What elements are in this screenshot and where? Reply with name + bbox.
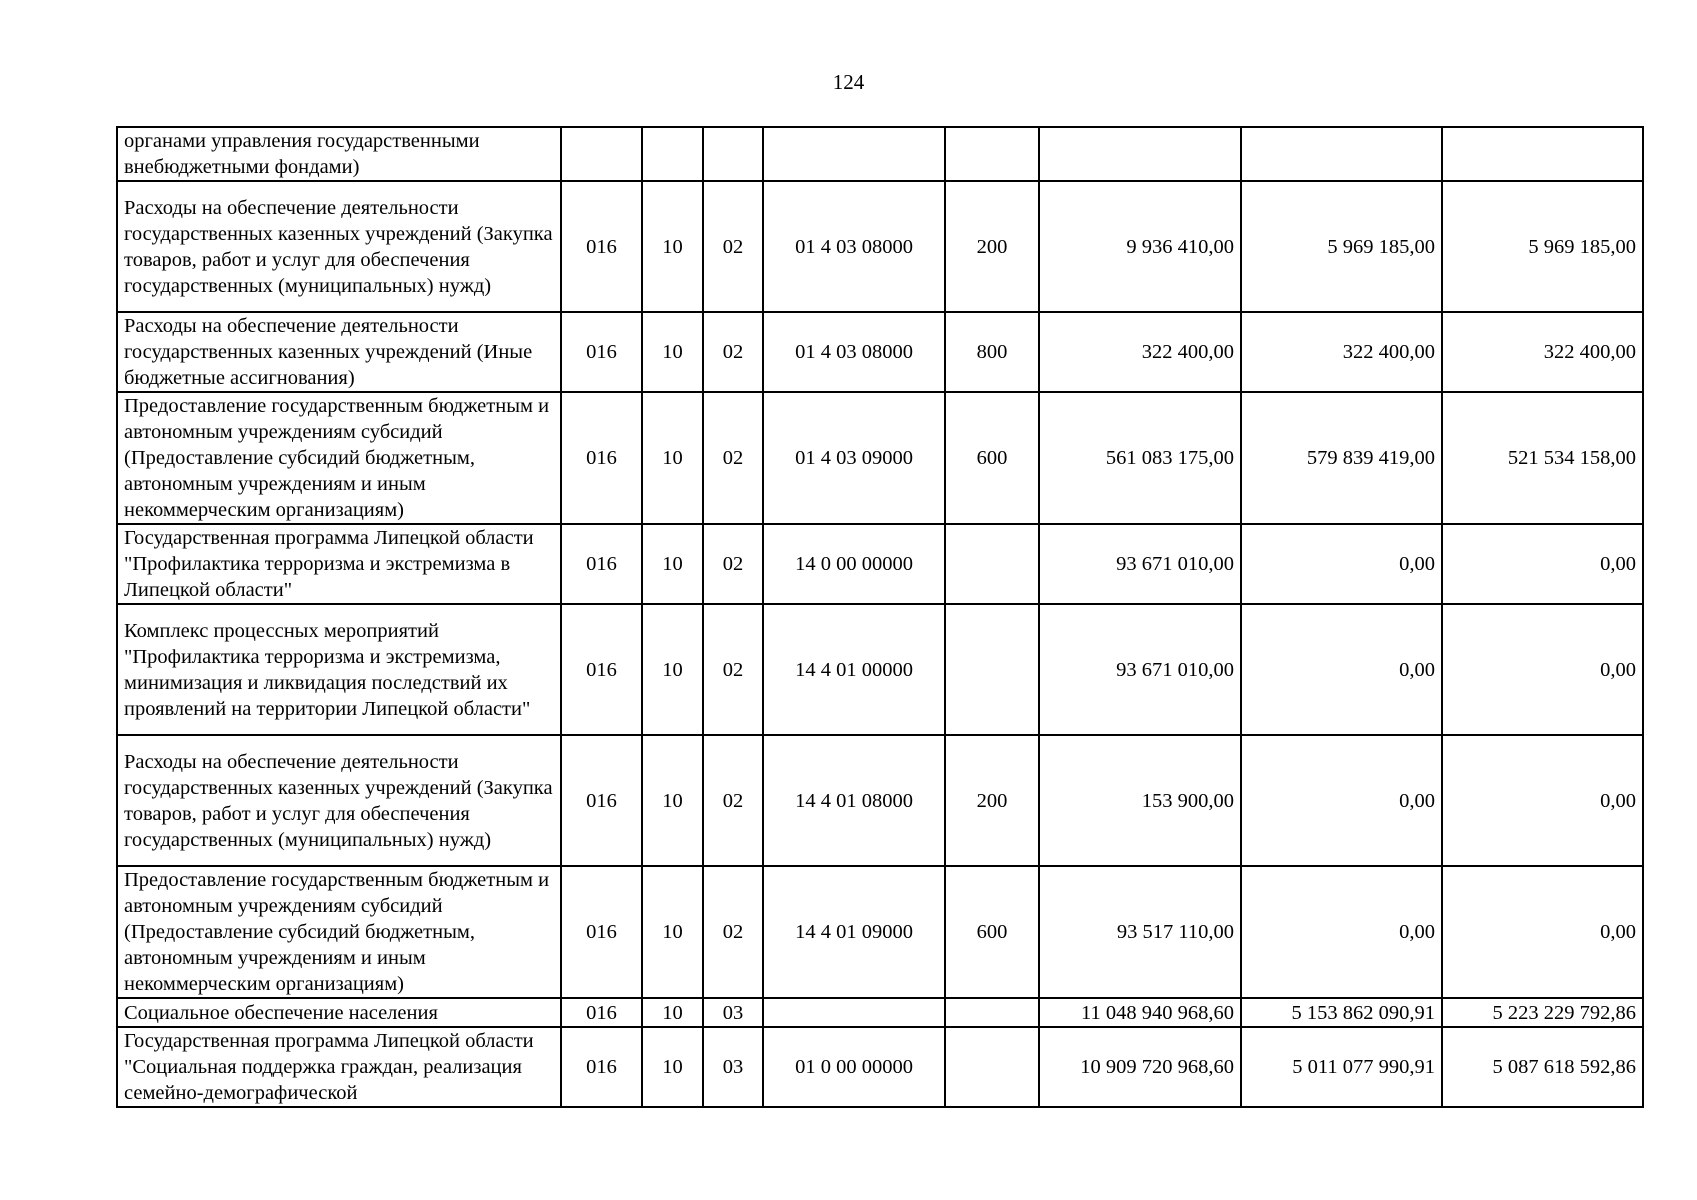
section-cell: 10 bbox=[642, 181, 703, 312]
sum-year1-cell bbox=[1039, 127, 1241, 181]
sum-year3-cell: 5 223 229 792,86 bbox=[1442, 998, 1643, 1027]
gov-code-cell bbox=[561, 127, 642, 181]
expense-type-cell bbox=[945, 604, 1039, 735]
sum-year2-cell: 5 969 185,00 bbox=[1241, 181, 1442, 312]
subsection-cell: 03 bbox=[703, 998, 763, 1027]
gov-code-cell: 016 bbox=[561, 392, 642, 524]
gov-code-cell: 016 bbox=[561, 524, 642, 604]
row-name-cell: Расходы на обеспечение деятельности государственных казенных учреждений (Иные бюджетные ассигнования) bbox=[117, 312, 561, 392]
row-name-cell: Государственная программа Липецкой области "Профилактика терроризма и экстремизма в Липецкой области" bbox=[117, 524, 561, 604]
section-cell: 10 bbox=[642, 604, 703, 735]
sum-year2-cell: 5 011 077 990,91 bbox=[1241, 1027, 1442, 1107]
expense-type-cell: 600 bbox=[945, 392, 1039, 524]
sum-year1-cell: 10 909 720 968,60 bbox=[1039, 1027, 1241, 1107]
section-cell bbox=[642, 127, 703, 181]
sum-year3-cell: 0,00 bbox=[1442, 866, 1643, 998]
table-row bbox=[117, 127, 1643, 181]
sum-year2-cell: 0,00 bbox=[1241, 604, 1442, 735]
subsection-cell bbox=[703, 127, 763, 181]
subsection-cell: 02 bbox=[703, 181, 763, 312]
row-name-cell: органами управления государственными внебюджетными фондами) bbox=[117, 127, 561, 181]
gov-code-cell: 016 bbox=[561, 866, 642, 998]
subsection-cell: 02 bbox=[703, 524, 763, 604]
sum-year3-cell: 5 087 618 592,86 bbox=[1442, 1027, 1643, 1107]
subsection-cell: 02 bbox=[703, 604, 763, 735]
sum-year1-cell: 322 400,00 bbox=[1039, 312, 1241, 392]
expense-type-cell: 200 bbox=[945, 735, 1039, 866]
expense-type-cell: 200 bbox=[945, 181, 1039, 312]
section-cell: 10 bbox=[642, 735, 703, 866]
subsection-cell: 02 bbox=[703, 392, 763, 524]
target-article-cell: 01 4 03 08000 bbox=[763, 181, 945, 312]
sum-year2-cell: 5 153 862 090,91 bbox=[1241, 998, 1442, 1027]
sum-year1-cell: 9 936 410,00 bbox=[1039, 181, 1241, 312]
section-cell: 10 bbox=[642, 998, 703, 1027]
row-name-cell: Комплекс процессных мероприятий "Профилактика терроризма и экстремизма, минимизация и ликвидация последствий их проявлений на территории Липецкой области" bbox=[117, 604, 561, 735]
target-article-cell: 01 0 00 00000 bbox=[763, 1027, 945, 1107]
target-article-cell: 01 4 03 08000 bbox=[763, 312, 945, 392]
section-cell: 10 bbox=[642, 312, 703, 392]
gov-code-cell: 016 bbox=[561, 998, 642, 1027]
expense-type-cell bbox=[945, 524, 1039, 604]
sum-year3-cell: 521 534 158,00 bbox=[1442, 392, 1643, 524]
table-row bbox=[117, 1027, 1643, 1107]
subsection-cell: 02 bbox=[703, 312, 763, 392]
table-row bbox=[117, 392, 1643, 524]
subsection-cell: 03 bbox=[703, 1027, 763, 1107]
row-name-cell: Социальное обеспечение населения bbox=[117, 998, 561, 1027]
row-name-cell: Расходы на обеспечение деятельности государственных казенных учреждений (Закупка товаров, работ и услуг для обеспечения государственных (муниципальных) нужд) bbox=[117, 181, 561, 312]
sum-year3-cell: 0,00 bbox=[1442, 604, 1643, 735]
target-article-cell: 14 4 01 08000 bbox=[763, 735, 945, 866]
table-row bbox=[117, 604, 1643, 735]
row-name-cell: Предоставление государственным бюджетным и автономным учреждениям субсидий (Предоставление субсидий бюджетным, автономным учреждениям и иным некоммерческим организациям) bbox=[117, 392, 561, 524]
sum-year2-cell: 0,00 bbox=[1241, 866, 1442, 998]
sum-year1-cell: 153 900,00 bbox=[1039, 735, 1241, 866]
sum-year3-cell: 322 400,00 bbox=[1442, 312, 1643, 392]
table-row bbox=[117, 524, 1643, 604]
section-cell: 10 bbox=[642, 392, 703, 524]
target-article-cell bbox=[763, 998, 945, 1027]
sum-year3-cell: 5 969 185,00 bbox=[1442, 181, 1643, 312]
table-row bbox=[117, 735, 1643, 866]
gov-code-cell: 016 bbox=[561, 181, 642, 312]
section-cell: 10 bbox=[642, 524, 703, 604]
page-number: 124 bbox=[832, 70, 865, 94]
section-cell: 10 bbox=[642, 866, 703, 998]
target-article-cell bbox=[763, 127, 945, 181]
sum-year2-cell: 0,00 bbox=[1241, 524, 1442, 604]
target-article-cell: 14 4 01 09000 bbox=[763, 866, 945, 998]
row-name-cell: Расходы на обеспечение деятельности государственных казенных учреждений (Закупка товаров, работ и услуг для обеспечения государственных (муниципальных) нужд) bbox=[117, 735, 561, 866]
expense-type-cell bbox=[945, 998, 1039, 1027]
sum-year3-cell: 0,00 bbox=[1442, 524, 1643, 604]
sum-year1-cell: 11 048 940 968,60 bbox=[1039, 998, 1241, 1027]
gov-code-cell: 016 bbox=[561, 1027, 642, 1107]
gov-code-cell: 016 bbox=[561, 604, 642, 735]
subsection-cell: 02 bbox=[703, 735, 763, 866]
sum-year1-cell: 93 517 110,00 bbox=[1039, 866, 1241, 998]
sum-year3-cell: 0,00 bbox=[1442, 735, 1643, 866]
expense-type-cell bbox=[945, 127, 1039, 181]
target-article-cell: 14 0 00 00000 bbox=[763, 524, 945, 604]
target-article-cell: 01 4 03 09000 bbox=[763, 392, 945, 524]
table-row bbox=[117, 312, 1643, 392]
table-row bbox=[117, 181, 1643, 312]
sum-year1-cell: 93 671 010,00 bbox=[1039, 604, 1241, 735]
sum-year1-cell: 93 671 010,00 bbox=[1039, 524, 1241, 604]
gov-code-cell: 016 bbox=[561, 312, 642, 392]
row-name-cell: Государственная программа Липецкой области "Социальная поддержка граждан, реализация семейно-демографической bbox=[117, 1027, 561, 1107]
section-cell: 10 bbox=[642, 1027, 703, 1107]
expense-type-cell bbox=[945, 1027, 1039, 1107]
expense-type-cell: 800 bbox=[945, 312, 1039, 392]
table-row bbox=[117, 998, 1643, 1027]
subsection-cell: 02 bbox=[703, 866, 763, 998]
sum-year2-cell: 0,00 bbox=[1241, 735, 1442, 866]
sum-year2-cell: 322 400,00 bbox=[1241, 312, 1442, 392]
sum-year2-cell: 579 839 419,00 bbox=[1241, 392, 1442, 524]
table-row bbox=[117, 866, 1643, 998]
budget-table bbox=[116, 126, 1644, 1108]
sum-year2-cell bbox=[1241, 127, 1442, 181]
target-article-cell: 14 4 01 00000 bbox=[763, 604, 945, 735]
gov-code-cell: 016 bbox=[561, 735, 642, 866]
sum-year3-cell bbox=[1442, 127, 1643, 181]
expense-type-cell: 600 bbox=[945, 866, 1039, 998]
row-name-cell: Предоставление государственным бюджетным и автономным учреждениям субсидий (Предоставление субсидий бюджетным, автономным учреждениям и иным некоммерческим организациям) bbox=[117, 866, 561, 998]
sum-year1-cell: 561 083 175,00 bbox=[1039, 392, 1241, 524]
